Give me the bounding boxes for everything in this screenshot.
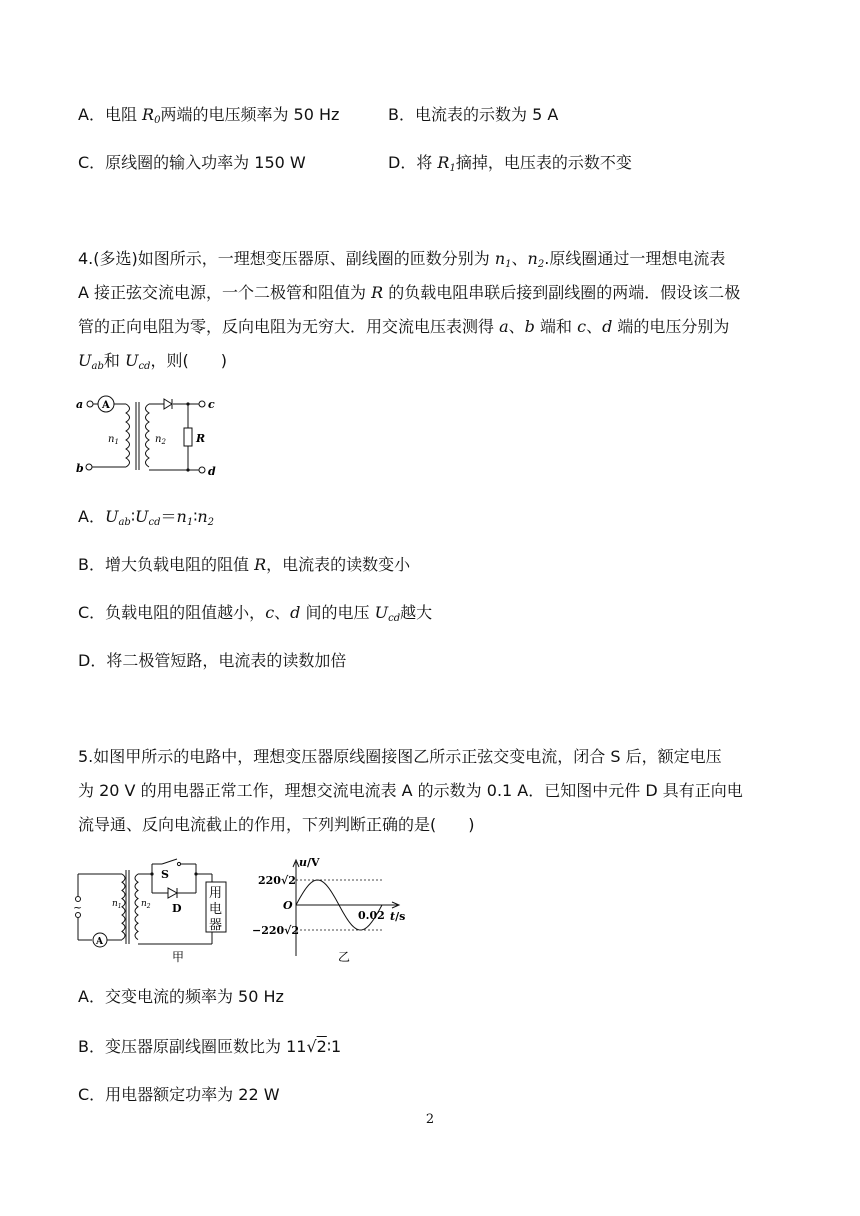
q5-option-a: A．交变电流的频率为 50 Hz xyxy=(78,987,284,1006)
switch-label: S xyxy=(161,868,169,881)
q3-option-b: B．电流表的示数为 5 A xyxy=(388,105,559,124)
diode-label: D xyxy=(172,902,182,915)
q5-stem-line-2: 为 20 V 的用电器正常工作，理想交流电流表 A 的示数为 0.1 A．已知图中元件 D 具有正向电 xyxy=(78,781,743,800)
label-d: d xyxy=(208,465,216,478)
q4-option-b: B．增大负载电阻的阻值 R，电流表的读数变小 xyxy=(78,555,411,574)
y-axis-label: u/V xyxy=(299,856,320,869)
y-tick-top: 220√2 xyxy=(258,874,296,887)
x-tick-label: 0.02 xyxy=(358,909,385,922)
q3-option-c: C．原线圈的输入功率为 150 W xyxy=(78,153,306,172)
q4-stem-line-2: A 接正弦交流电源，一个二极管和阻值为 R 的负载电阻串联后接到副线圈的两端．假设该二极 xyxy=(78,283,741,302)
q4-stem-line-1: 4.(多选)如图所示，一理想变压器原、副线圈的匝数分别为 $n_1$、$n_2$.原线圈通过一理想电流表 xyxy=(78,249,726,270)
label-a: a xyxy=(76,398,84,411)
device-char-3: 器 xyxy=(209,918,223,933)
q4-option-a: A．$U_{ab}∶U_{cd}=n_1∶n_2$ xyxy=(78,507,215,528)
ammeter-label: A xyxy=(102,400,110,411)
q5-waveform-yi xyxy=(250,854,420,966)
q5-circuit-jia xyxy=(72,858,242,966)
page-number: 2 xyxy=(425,1112,435,1127)
caption-yi: 乙 xyxy=(338,950,351,964)
q4-stem-line-3: 管的正向电阻为零，反向电阻为无穷大．用交流电压表测得 a、b 端和 c、d 端的电压分别为 xyxy=(78,317,730,336)
n2-label: $n_2$ xyxy=(155,434,166,446)
device-char-2: 电 xyxy=(209,902,223,917)
resistor-label: R xyxy=(196,432,206,445)
n1-label: $n_1$ xyxy=(112,899,122,910)
q4-circuit-diagram xyxy=(74,392,224,482)
q3-option-d: D．将 $R_1$摘掉，电压表的示数不变 xyxy=(388,153,632,174)
ac-source-symbol: ~ xyxy=(73,901,83,914)
caption-jia: 甲 xyxy=(172,950,185,964)
n1-label: $n_1$ xyxy=(108,434,119,446)
q4-option-c: C．负载电阻的阻值越小，c、d 间的电压 $U_{cd}$越大 xyxy=(78,603,433,624)
label-b: b xyxy=(76,462,84,475)
q4-stem-line-4: $U_{ab}$和 $U_{cd}$，则( ) xyxy=(78,351,227,372)
x-axis-label: t/s xyxy=(390,910,406,923)
label-c: c xyxy=(208,398,215,411)
y-tick-bottom: −220√2 xyxy=(252,924,300,937)
q5-stem-line-1: 5.如图甲所示的电路中，理想变压器原线圈接图乙所示正弦交变电流，闭合 S 后，额定电压 xyxy=(78,747,722,766)
ammeter-label: A xyxy=(96,937,103,947)
q5-option-b: B．变压器原副线圈匝数比为 11√2∶1 xyxy=(78,1037,342,1056)
n2-label: $n_2$ xyxy=(141,899,151,910)
device-char-1: 用 xyxy=(209,886,223,901)
q3-option-a: A．电阻 $R_0$两端的电压频率为 50 Hz xyxy=(78,105,340,126)
q5-option-c: C．用电器额定功率为 22 W xyxy=(78,1085,280,1104)
origin-label: O xyxy=(283,899,293,912)
q4-option-d: D．将二极管短路，电流表的读数加倍 xyxy=(78,651,347,670)
q5-stem-line-3: 流导通、反向电流截止的作用，下列判断正确的是( ) xyxy=(78,815,475,834)
